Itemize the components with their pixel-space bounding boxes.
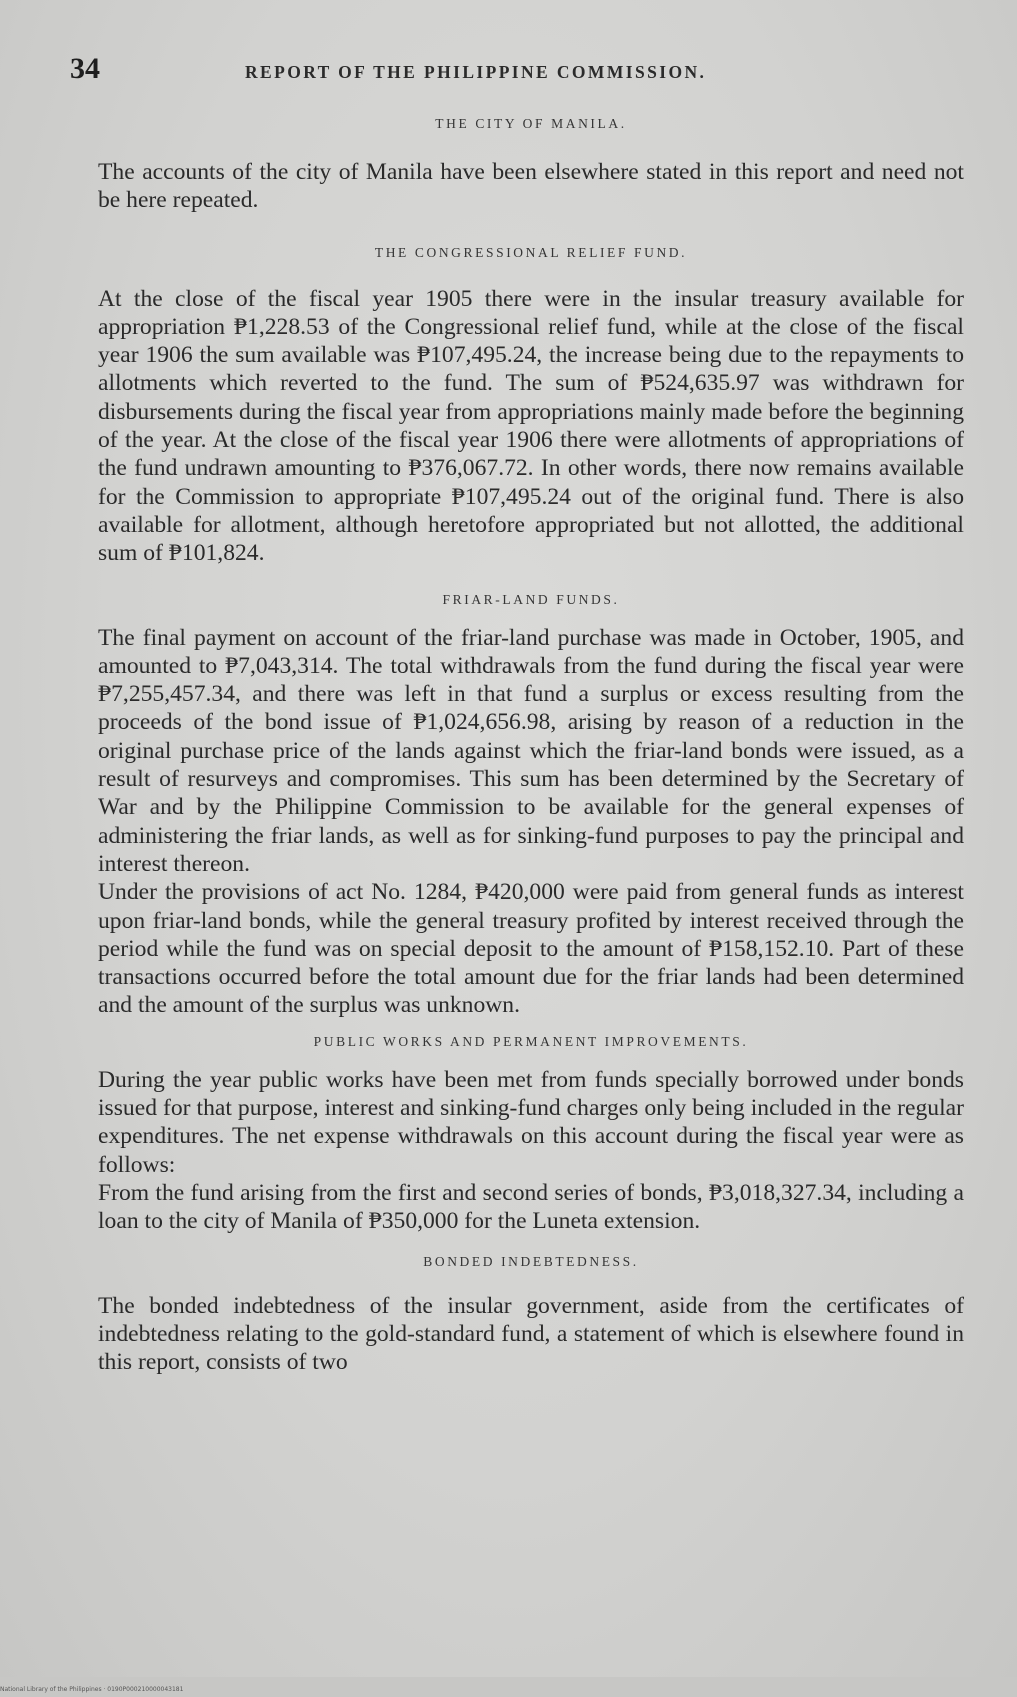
paragraph: During the year public works have been met from funds specially borrowed under bonds issued for that purpose, interest and sinking-fund charges only being included in the regular expenditures. The net expense withdrawals on this account during the fiscal year were as follows:	[98, 1066, 964, 1178]
page-header	[70, 52, 959, 92]
running-head: REPORT OF THE PHILIPPINE COMMISSION.	[245, 62, 707, 82]
section-title: BONDED INDEBTEDNESS.	[423, 1253, 639, 1269]
section-public-works	[98, 1034, 964, 1236]
paragraph: From the fund arising from the first and second series of bonds, ₱3,018,327.34, including a loan to the city of Manila of ₱350,000 for the Luneta extension.	[98, 1179, 964, 1235]
scan-credit: National Library of the Philippines · 0190P000210000043181	[0, 1686, 184, 1693]
section-title: FRIAR-LAND FUNDS.	[442, 591, 620, 607]
paragraph: At the close of the fiscal year 1905 there were in the insular treasury available for appropriation ₱1,228.53 of the Congressional relief fund, while at the close of the fiscal year 1906 the sum available was ₱107,495.24, the increase being due to the repayments to allotments which reverted to the fund. The sum of ₱524,635.97 was withdrawn for disbursements during the fiscal year from appropriations mainly made before the beginning of the year. At the close of the fiscal year 1906 there were allotments of appropriations of the fund undrawn amounting to ₱376,067.72. In other words, there now remains available for the Commission to appropriate ₱107,495.24 out of the original fund. There is also available for allotment, although heretofore appropriated but not allotted, the additional sum of ₱101,824.	[98, 285, 964, 567]
section-city-of-manila	[98, 116, 964, 215]
section-friar-land-funds	[98, 592, 964, 1020]
section-title: PUBLIC WORKS AND PERMANENT IMPROVEMENTS.	[313, 1033, 749, 1049]
paragraph: Under the provisions of act No. 1284, ₱420,000 were paid from general funds as interest upon friar-land bonds, while the general treasury profited by interest received through the period while the fund was on special deposit to the amount of ₱158,152.10. Part of these transactions occurred before the total amount due for the friar lands had been determined and the amount of the surplus was unknown.	[98, 879, 964, 1019]
page-number: 34	[70, 52, 100, 85]
section-title: THE CITY OF MANILA.	[435, 116, 627, 131]
section-congressional-relief-fund	[98, 245, 964, 568]
page-content	[98, 112, 964, 1376]
section-bonded-indebtedness	[98, 1254, 964, 1377]
paragraph: The accounts of the city of Manila have been elsewhere stated in this report and need not be here repeated.	[98, 159, 964, 214]
paragraph: The final payment on account of the friar-land purchase was made in October, 1905, and amounted to ₱7,043,314. The total withdrawals from the fund during the fiscal year were ₱7,255,457.34, and there was left in that fund a surplus or excess resulting from the proceeds of the bond issue of ₱1,024,656.98, arising by reason of a reduction in the original purchase price of the lands against which the friar-land bonds were issued, as a result of resurveys and compromises. This sum has been determined by the Secretary of War and by the Philippine Commission to be available for the general expenses of administering the friar lands, as well as for sinking-fund purposes to pay the principal and interest thereon.	[98, 624, 964, 877]
section-title: THE CONGRESSIONAL RELIEF FUND.	[374, 244, 688, 260]
paragraph: The bonded indebtedness of the insular government, aside from the certificates of indebtedness relating to the gold-standard fund, a statement of which is elsewhere found in this report, consists of two	[98, 1292, 964, 1376]
